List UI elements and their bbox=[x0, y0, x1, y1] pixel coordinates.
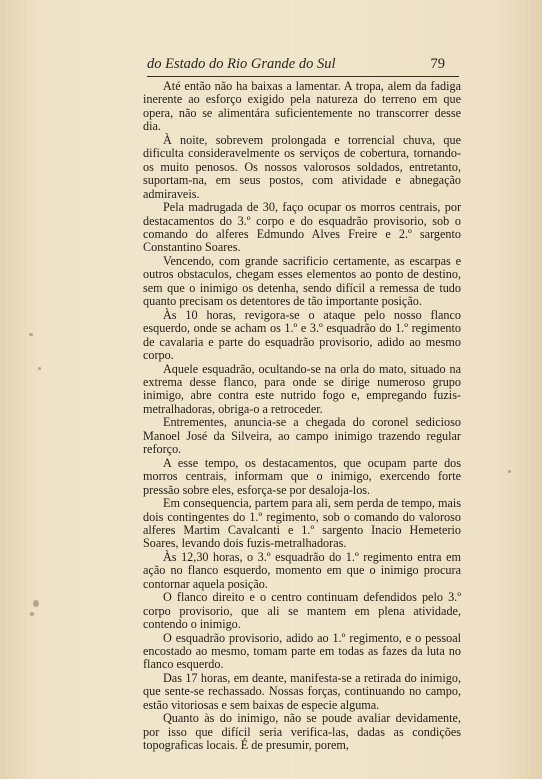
running-title: do Estado do Rio Grande do Sul bbox=[147, 56, 336, 72]
paragraph: O esquadrão provisorio, adido ao 1.º regimento, e o pessoal encostado ao mesmo, tomam parte em todas as fazes da luta no flanco esquerdo. bbox=[143, 630, 461, 672]
paragraph: Entrementes, anuncia-se a chegada do coronel sedicioso Manoel José da Silveira, ao campo inimigo trazendo regular reforço. bbox=[143, 415, 461, 457]
paragraph: Aquele esquadrão, ocultando-se na orla do mato, situado na extrema desse flanco, para onde se dirige numeroso grupo inimigo, abre contra este nutrido fogo e, empregando fuzis-metralhadoras, obriga-o a retroceder. bbox=[143, 361, 461, 416]
body-text bbox=[143, 80, 461, 753]
paper-speck bbox=[508, 470, 511, 473]
paragraph: Pela madrugada de 30, faço ocupar os morros centrais, por destacamentos do 3.º corpo e do esquadrão provisorio, sob o comando do alferes Edmundo Alves Freire e 2.º sargento Constantino Soares. bbox=[143, 200, 461, 255]
paper-speck bbox=[29, 333, 33, 336]
paragraph: A esse tempo, os destacamentos, que ocupam parte dos morros centrais, informam que o inimigo, exercendo forte pressão sobre eles, esforça-se por desaloja-los. bbox=[143, 455, 461, 497]
paragraph: Quanto às do inimigo, não se poude avaliar devidamente, por isso que difícil seria verifica-las, dadas as condições topograficas locais. É de presumir, porem, bbox=[143, 711, 461, 753]
paragraph: Das 17 horas, em deante, manifesta-se a retirada do inimigo, que sente-se rechassado. Nossas forças, continuando no campo, estão vitoriosas e sem baixas de especie alguma. bbox=[143, 670, 461, 712]
paragraph: Às 10 horas, revigora-se o ataque pelo nosso flanco esquerdo, onde se acham os 1.º e 3.º esquadrão do 1.º regimento de cavalaria e parte do esquadrão provisorio, adido ao mesmo corpo. bbox=[143, 307, 461, 363]
paragraph: Vencendo, com grande sacrificio certamente, as escarpas e outros obstaculos, chegam esses elementos ao ponto de destino, sem que o inimigo os detenha, sendo difícil a remessa de tudo quanto precisam os detentores de tão importante posição. bbox=[143, 253, 461, 309]
paper-speck bbox=[38, 367, 41, 370]
paragraph: À noite, sobrevem prolongada e torrencial chuva, que dificulta consideravelmente os serviços de cobertura, tornando-os muito penosos. Os nossos valorosos soldados, entretanto, suportam-na, em seus postos, com atividade e abnegação admiraveis. bbox=[143, 132, 461, 201]
page-header bbox=[147, 56, 459, 77]
page-number: 79 bbox=[430, 56, 445, 72]
paper-speck bbox=[33, 600, 39, 607]
paragraph: O flanco direito e o centro continuam defendidos pelo 3.º corpo provisorio, que ali se mantem em plena atividade, contendo o inimigo. bbox=[143, 590, 461, 632]
paragraph: Às 12,30 horas, o 3.º esquadrão do 1.º regimento entra em ação no flanco esquerdo, momento em que o inimigo procura contornar aquela posição. bbox=[143, 549, 461, 591]
paper-speck bbox=[30, 612, 34, 616]
paragraph: Até então não ha baixas a lamentar. A tropa, alem da fadiga inerente ao esforço exigido pela natureza do terreno em que opera, não se alimentára suficientemente no transcorrer desse dia. bbox=[143, 79, 461, 134]
paragraph: Em consequencia, partem para ali, sem perda de tempo, mais dois contingentes do 1.º regimento, sob o comando do valoroso alferes Martim Cavalcanti e 1.º sargento Inacio Hemeterio Soares, levando dois fuzis-metralhadoras. bbox=[143, 496, 461, 551]
